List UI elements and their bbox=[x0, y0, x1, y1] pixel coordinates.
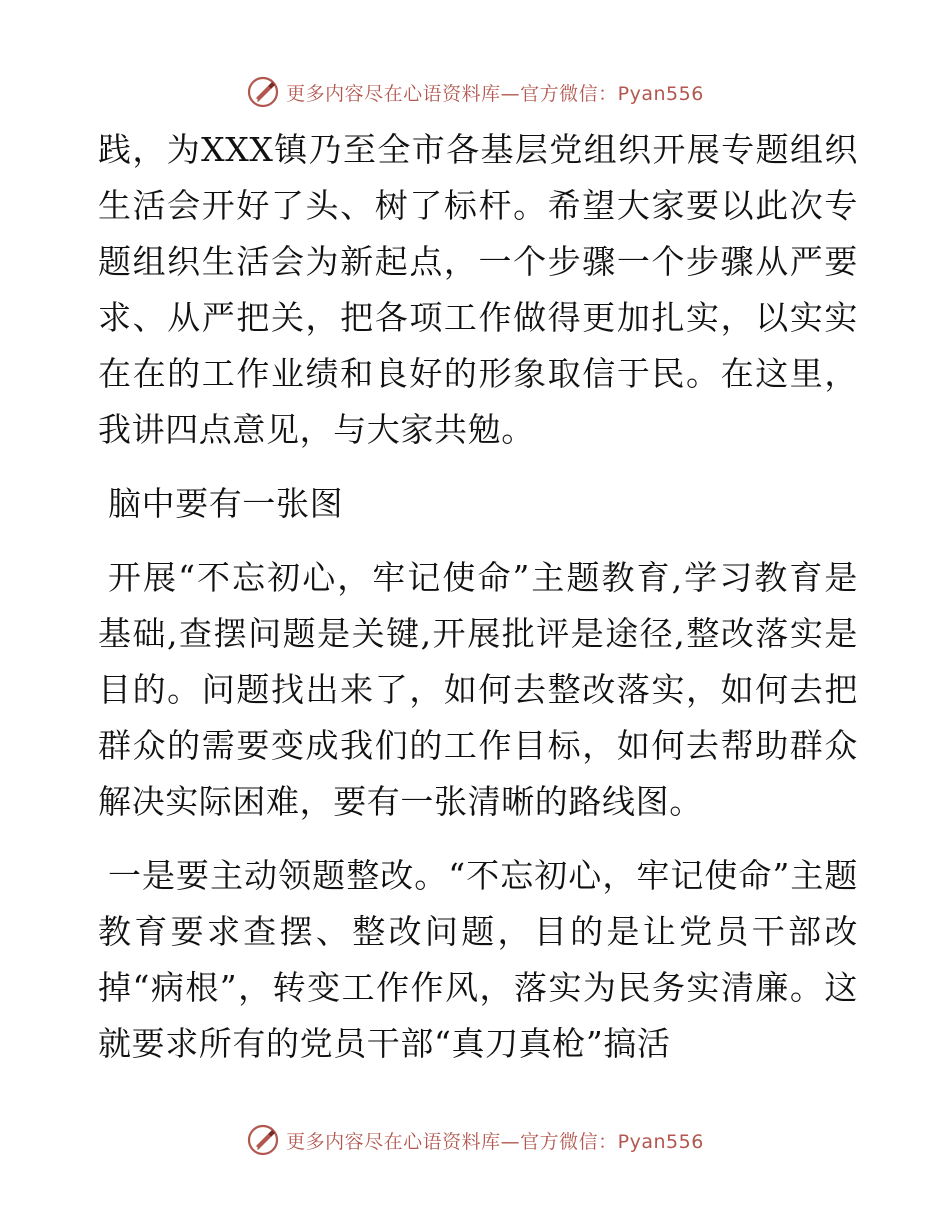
watermark-header bbox=[0, 72, 950, 112]
pen-logo-icon bbox=[246, 1123, 280, 1157]
section-heading: 脑中要有一张图 bbox=[108, 484, 344, 523]
paragraph-intro: 开展“不忘初心，牢记使命”主题教育,学习教育是基础,查摆问题是关键,开展批评是途径,整改落实是目的。问题找出来了，如何去整改落实，如何去把群众的需要变成我们的工作目标，如何去帮助群众解决实际困难，要有一张清晰的路线图。 bbox=[98, 558, 858, 821]
watermark-footer bbox=[0, 1120, 950, 1160]
document-body bbox=[98, 122, 858, 1072]
paragraph-continuation: 践，为XXX镇乃至全市各基层党组织开展专题组织生活会开好了头、树了标杆。希望大家要以此次专题组织生活会为新起点，一个步骤一个步骤从严要求、从严把关，把各项工作做得更加扎实，以实实在在的工作业绩和良好的形象取信于民。在这里，我讲四点意见，与大家共勉。 bbox=[98, 130, 858, 449]
paragraph-point-one: 一是要主动领题整改。“不忘初心，牢记使命”主题教育要求查摆、整改问题，目的是让党员干部改掉“病根”，转变工作作风，落实为民务实清廉。这就要求所有的党员干部“真刀真枪”搞活 bbox=[98, 856, 858, 1063]
watermark-text: 更多内容尽在心语资料库—官方微信：Pyan556 bbox=[286, 82, 704, 105]
pen-logo-icon bbox=[246, 75, 280, 109]
watermark-text: 更多内容尽在心语资料库—官方微信：Pyan556 bbox=[286, 1130, 704, 1153]
